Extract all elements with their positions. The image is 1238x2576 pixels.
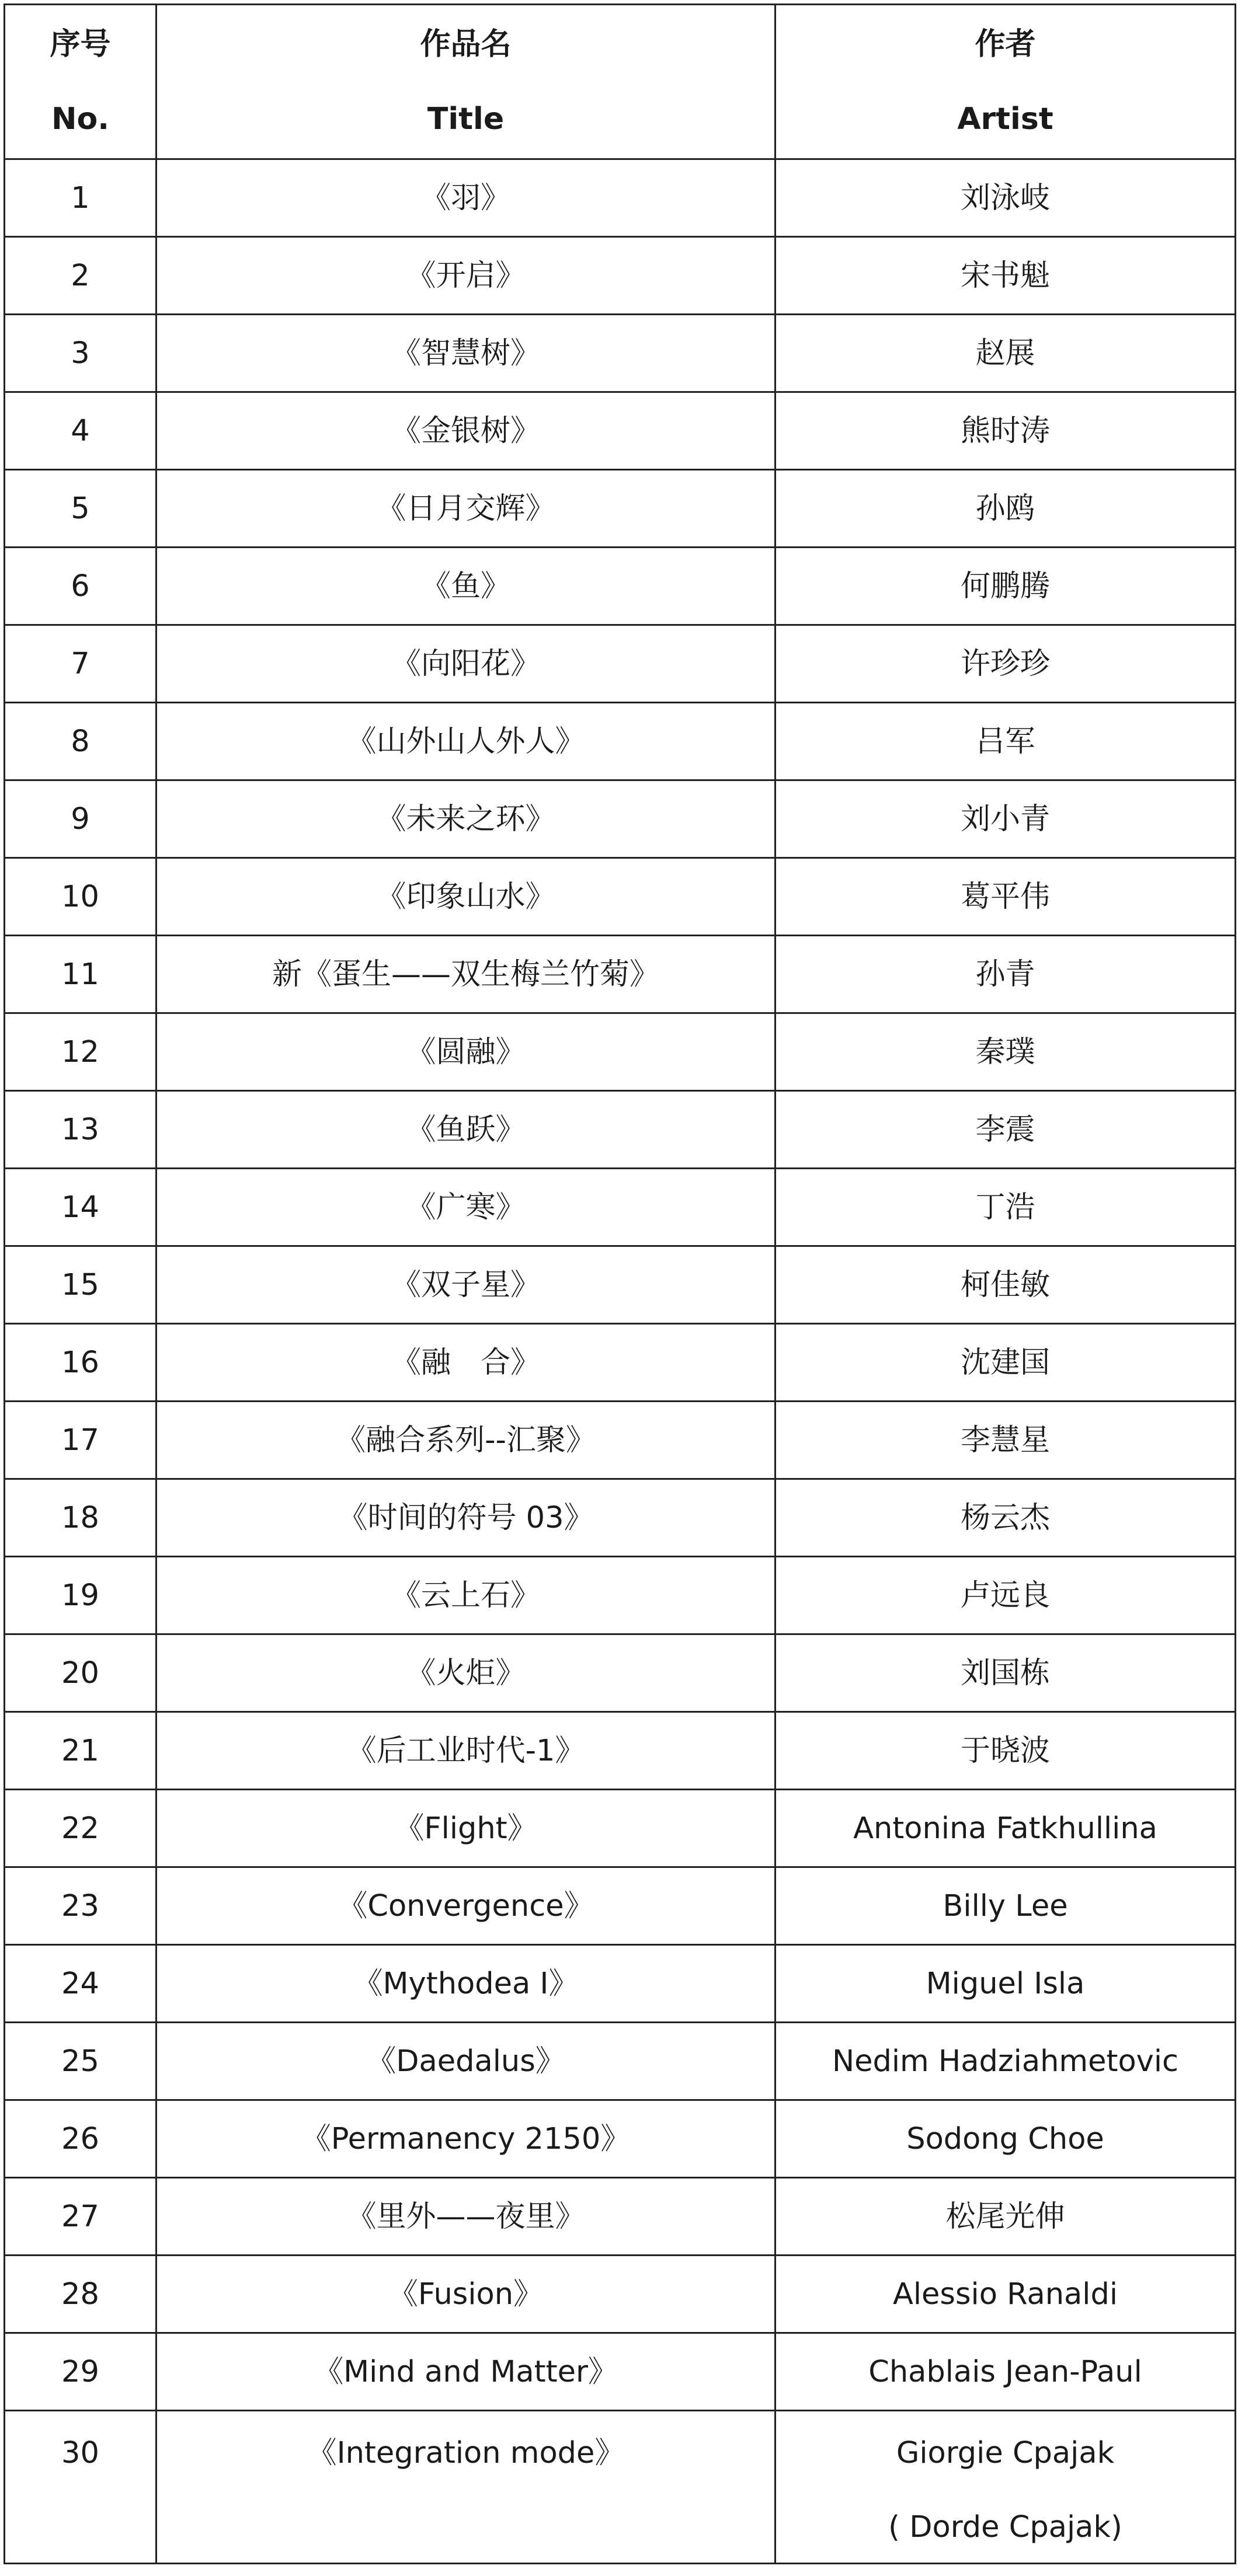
table-row	[5, 1402, 1236, 1479]
cell-title: 《融合系列--汇聚》	[157, 1402, 776, 1479]
cell-number: 1	[5, 159, 157, 237]
cell-artist: 葛平伟	[776, 858, 1236, 936]
table-row	[5, 1479, 1236, 1557]
cell-artist: Miguel Isla	[776, 1945, 1236, 2023]
table-row	[5, 703, 1236, 780]
table-row	[5, 1634, 1236, 1712]
table-row	[5, 858, 1236, 936]
table-row	[5, 780, 1236, 858]
cell-number: 19	[5, 1557, 157, 1634]
cell-number: 18	[5, 1479, 157, 1557]
cell-title: 《山外山人外人》	[157, 703, 776, 780]
header-artist-zh: 作者	[975, 27, 1036, 62]
header-number-zh: 序号	[50, 27, 111, 62]
cell-number: 7	[5, 625, 157, 703]
cell-artist-line2: ( Dorde Cpajak)	[888, 2510, 1122, 2544]
cell-artist: 熊时涛	[776, 392, 1236, 470]
cell-title: 《火炬》	[157, 1634, 776, 1712]
cell-artist: Nedim Hadziahmetovic	[776, 2023, 1236, 2100]
cell-number: 20	[5, 1634, 157, 1712]
cell-number: 13	[5, 1091, 157, 1169]
cell-artist: 松尾光伸	[776, 2178, 1236, 2256]
cell-number: 8	[5, 703, 157, 780]
header-artist-en: Artist	[957, 102, 1053, 137]
cell-number: 12	[5, 1013, 157, 1091]
cell-artist: 刘国栋	[776, 1634, 1236, 1712]
cell-title: 《开启》	[157, 237, 776, 315]
cell-number: 6	[5, 548, 157, 625]
cell-artist: 李慧星	[776, 1402, 1236, 1479]
cell-number: 21	[5, 1712, 157, 1790]
cell-artist: 许珍珍	[776, 625, 1236, 703]
cell-number: 26	[5, 2100, 157, 2178]
table-row	[5, 2256, 1236, 2333]
table-row	[5, 548, 1236, 625]
cell-artist: Antonina Fatkhullina	[776, 1790, 1236, 1867]
cell-artist: 李震	[776, 1091, 1236, 1169]
cell-number: 16	[5, 1324, 157, 1402]
header-title-zh: 作品名	[420, 27, 512, 62]
cell-artist: 杨云杰	[776, 1479, 1236, 1557]
cell-title: 《时间的符号 03》	[157, 1479, 776, 1557]
cell-title: 《Daedalus》	[157, 2023, 776, 2100]
table-row	[5, 1712, 1236, 1790]
table-row	[5, 1790, 1236, 1867]
cell-title: 《日月交辉》	[157, 470, 776, 548]
cell-title: 《未来之环》	[157, 780, 776, 858]
cell-artist: 柯佳敏	[776, 1246, 1236, 1324]
cell-artist: 丁浩	[776, 1169, 1236, 1246]
cell-number: 24	[5, 1945, 157, 2023]
cell-number: 17	[5, 1402, 157, 1479]
cell-title: 《鱼》	[157, 548, 776, 625]
table-row	[5, 1091, 1236, 1169]
cell-title: 《后工业时代-1》	[157, 1712, 776, 1790]
cell-artist: 刘小青	[776, 780, 1236, 858]
cell-title: 《双子星》	[157, 1246, 776, 1324]
cell-artist: 秦璞	[776, 1013, 1236, 1091]
cell-title: 《Fusion》	[157, 2256, 776, 2333]
cell-title: 《羽》	[157, 159, 776, 237]
table-row	[5, 936, 1236, 1013]
cell-title: 《Mythodea I》	[157, 1945, 776, 2023]
cell-number: 25	[5, 2023, 157, 2100]
cell-artist: Billy Lee	[776, 1867, 1236, 1945]
artwork-table	[4, 4, 1236, 2564]
cell-title: 《Flight》	[157, 1790, 776, 1867]
cell-artist: 宋书魁	[776, 237, 1236, 315]
header-title	[157, 5, 776, 159]
cell-title: 《Convergence》	[157, 1867, 776, 1945]
cell-number: 5	[5, 470, 157, 548]
cell-number: 14	[5, 1169, 157, 1246]
cell-title: 《融 合》	[157, 1324, 776, 1402]
cell-number: 11	[5, 936, 157, 1013]
cell-artist: 赵展	[776, 315, 1236, 392]
table-row	[5, 159, 1236, 237]
cell-number: 15	[5, 1246, 157, 1324]
table-row	[5, 2178, 1236, 2256]
cell-title: 《里外——夜里》	[157, 2178, 776, 2256]
cell-number: 28	[5, 2256, 157, 2333]
table-row	[5, 1169, 1236, 1246]
cell-artist: Chablais Jean-Paul	[776, 2333, 1236, 2411]
table-row	[5, 2023, 1236, 2100]
cell-number: 30	[5, 2411, 157, 2564]
cell-artist	[776, 2411, 1236, 2564]
table-row	[5, 625, 1236, 703]
cell-number: 23	[5, 1867, 157, 1945]
table-row	[5, 1867, 1236, 1945]
table-row	[5, 237, 1236, 315]
cell-title: 《云上石》	[157, 1557, 776, 1634]
table-row	[5, 392, 1236, 470]
table-row	[5, 2100, 1236, 2178]
cell-number: 27	[5, 2178, 157, 2256]
table-row	[5, 2333, 1236, 2411]
cell-artist: 刘泳岐	[776, 159, 1236, 237]
table-body	[5, 159, 1236, 2564]
header-artist	[776, 5, 1236, 159]
cell-title: 《Integration mode》	[157, 2411, 776, 2564]
cell-title: 《智慧树》	[157, 315, 776, 392]
cell-title: 《金银树》	[157, 392, 776, 470]
table-row	[5, 1945, 1236, 2023]
cell-number: 9	[5, 780, 157, 858]
cell-artist: 孙青	[776, 936, 1236, 1013]
cell-title: 《印象山水》	[157, 858, 776, 936]
cell-number: 10	[5, 858, 157, 936]
cell-number: 29	[5, 2333, 157, 2411]
cell-artist: 何鹏腾	[776, 548, 1236, 625]
header-number-en: No.	[51, 102, 109, 137]
cell-title: 《Mind and Matter》	[157, 2333, 776, 2411]
table-row	[5, 1246, 1236, 1324]
header-title-en: Title	[427, 102, 505, 137]
cell-number: 4	[5, 392, 157, 470]
cell-title: 《圆融》	[157, 1013, 776, 1091]
cell-artist: 孙鸥	[776, 470, 1236, 548]
cell-title: 《鱼跃》	[157, 1091, 776, 1169]
cell-title: 《Permanency 2150》	[157, 2100, 776, 2178]
table-row	[5, 1013, 1236, 1091]
table-row	[5, 2411, 1236, 2564]
cell-artist-line1: Giorgie Cpajak	[896, 2436, 1115, 2470]
cell-title: 《向阳花》	[157, 625, 776, 703]
cell-artist: 吕军	[776, 703, 1236, 780]
cell-artist: 卢远良	[776, 1557, 1236, 1634]
cell-number: 22	[5, 1790, 157, 1867]
cell-number: 2	[5, 237, 157, 315]
cell-title: 新《蛋生——双生梅兰竹菊》	[157, 936, 776, 1013]
table-row	[5, 470, 1236, 548]
cell-artist: 沈建国	[776, 1324, 1236, 1402]
table-row	[5, 315, 1236, 392]
table-row	[5, 1557, 1236, 1634]
header-number	[5, 5, 157, 159]
cell-artist: 于晓波	[776, 1712, 1236, 1790]
table-header	[5, 5, 1236, 159]
cell-artist: Alessio Ranaldi	[776, 2256, 1236, 2333]
cell-artist: Sodong Choe	[776, 2100, 1236, 2178]
table-row	[5, 1324, 1236, 1402]
cell-title: 《广寒》	[157, 1169, 776, 1246]
cell-number: 3	[5, 315, 157, 392]
